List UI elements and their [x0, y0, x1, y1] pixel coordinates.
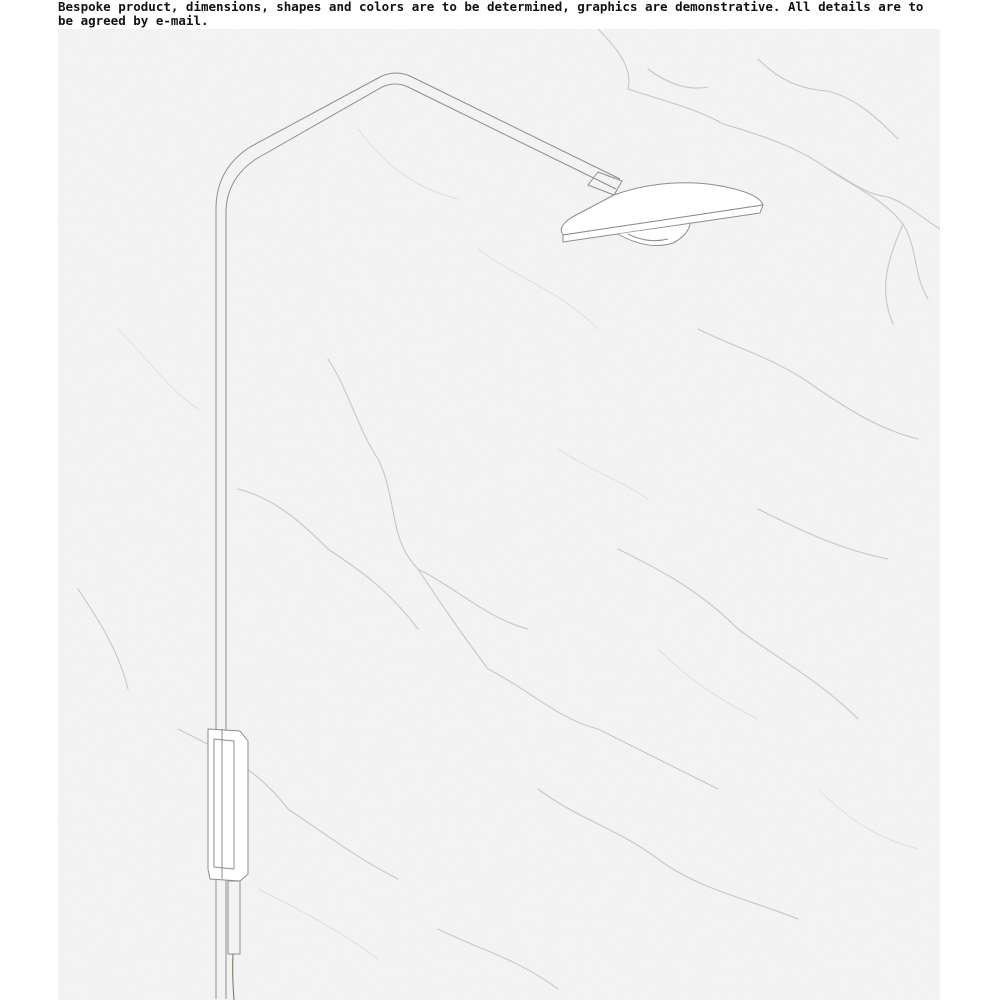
disclaimer-text: Bespoke product, dimensions, shapes and colors are to be determined, graphics are demonstrative. All details are to be agreed by e-mail. — [58, 0, 924, 28]
product-illustration — [58, 29, 940, 1000]
lamp-sketch-svg — [58, 29, 940, 1000]
marble-grain — [58, 29, 940, 1000]
